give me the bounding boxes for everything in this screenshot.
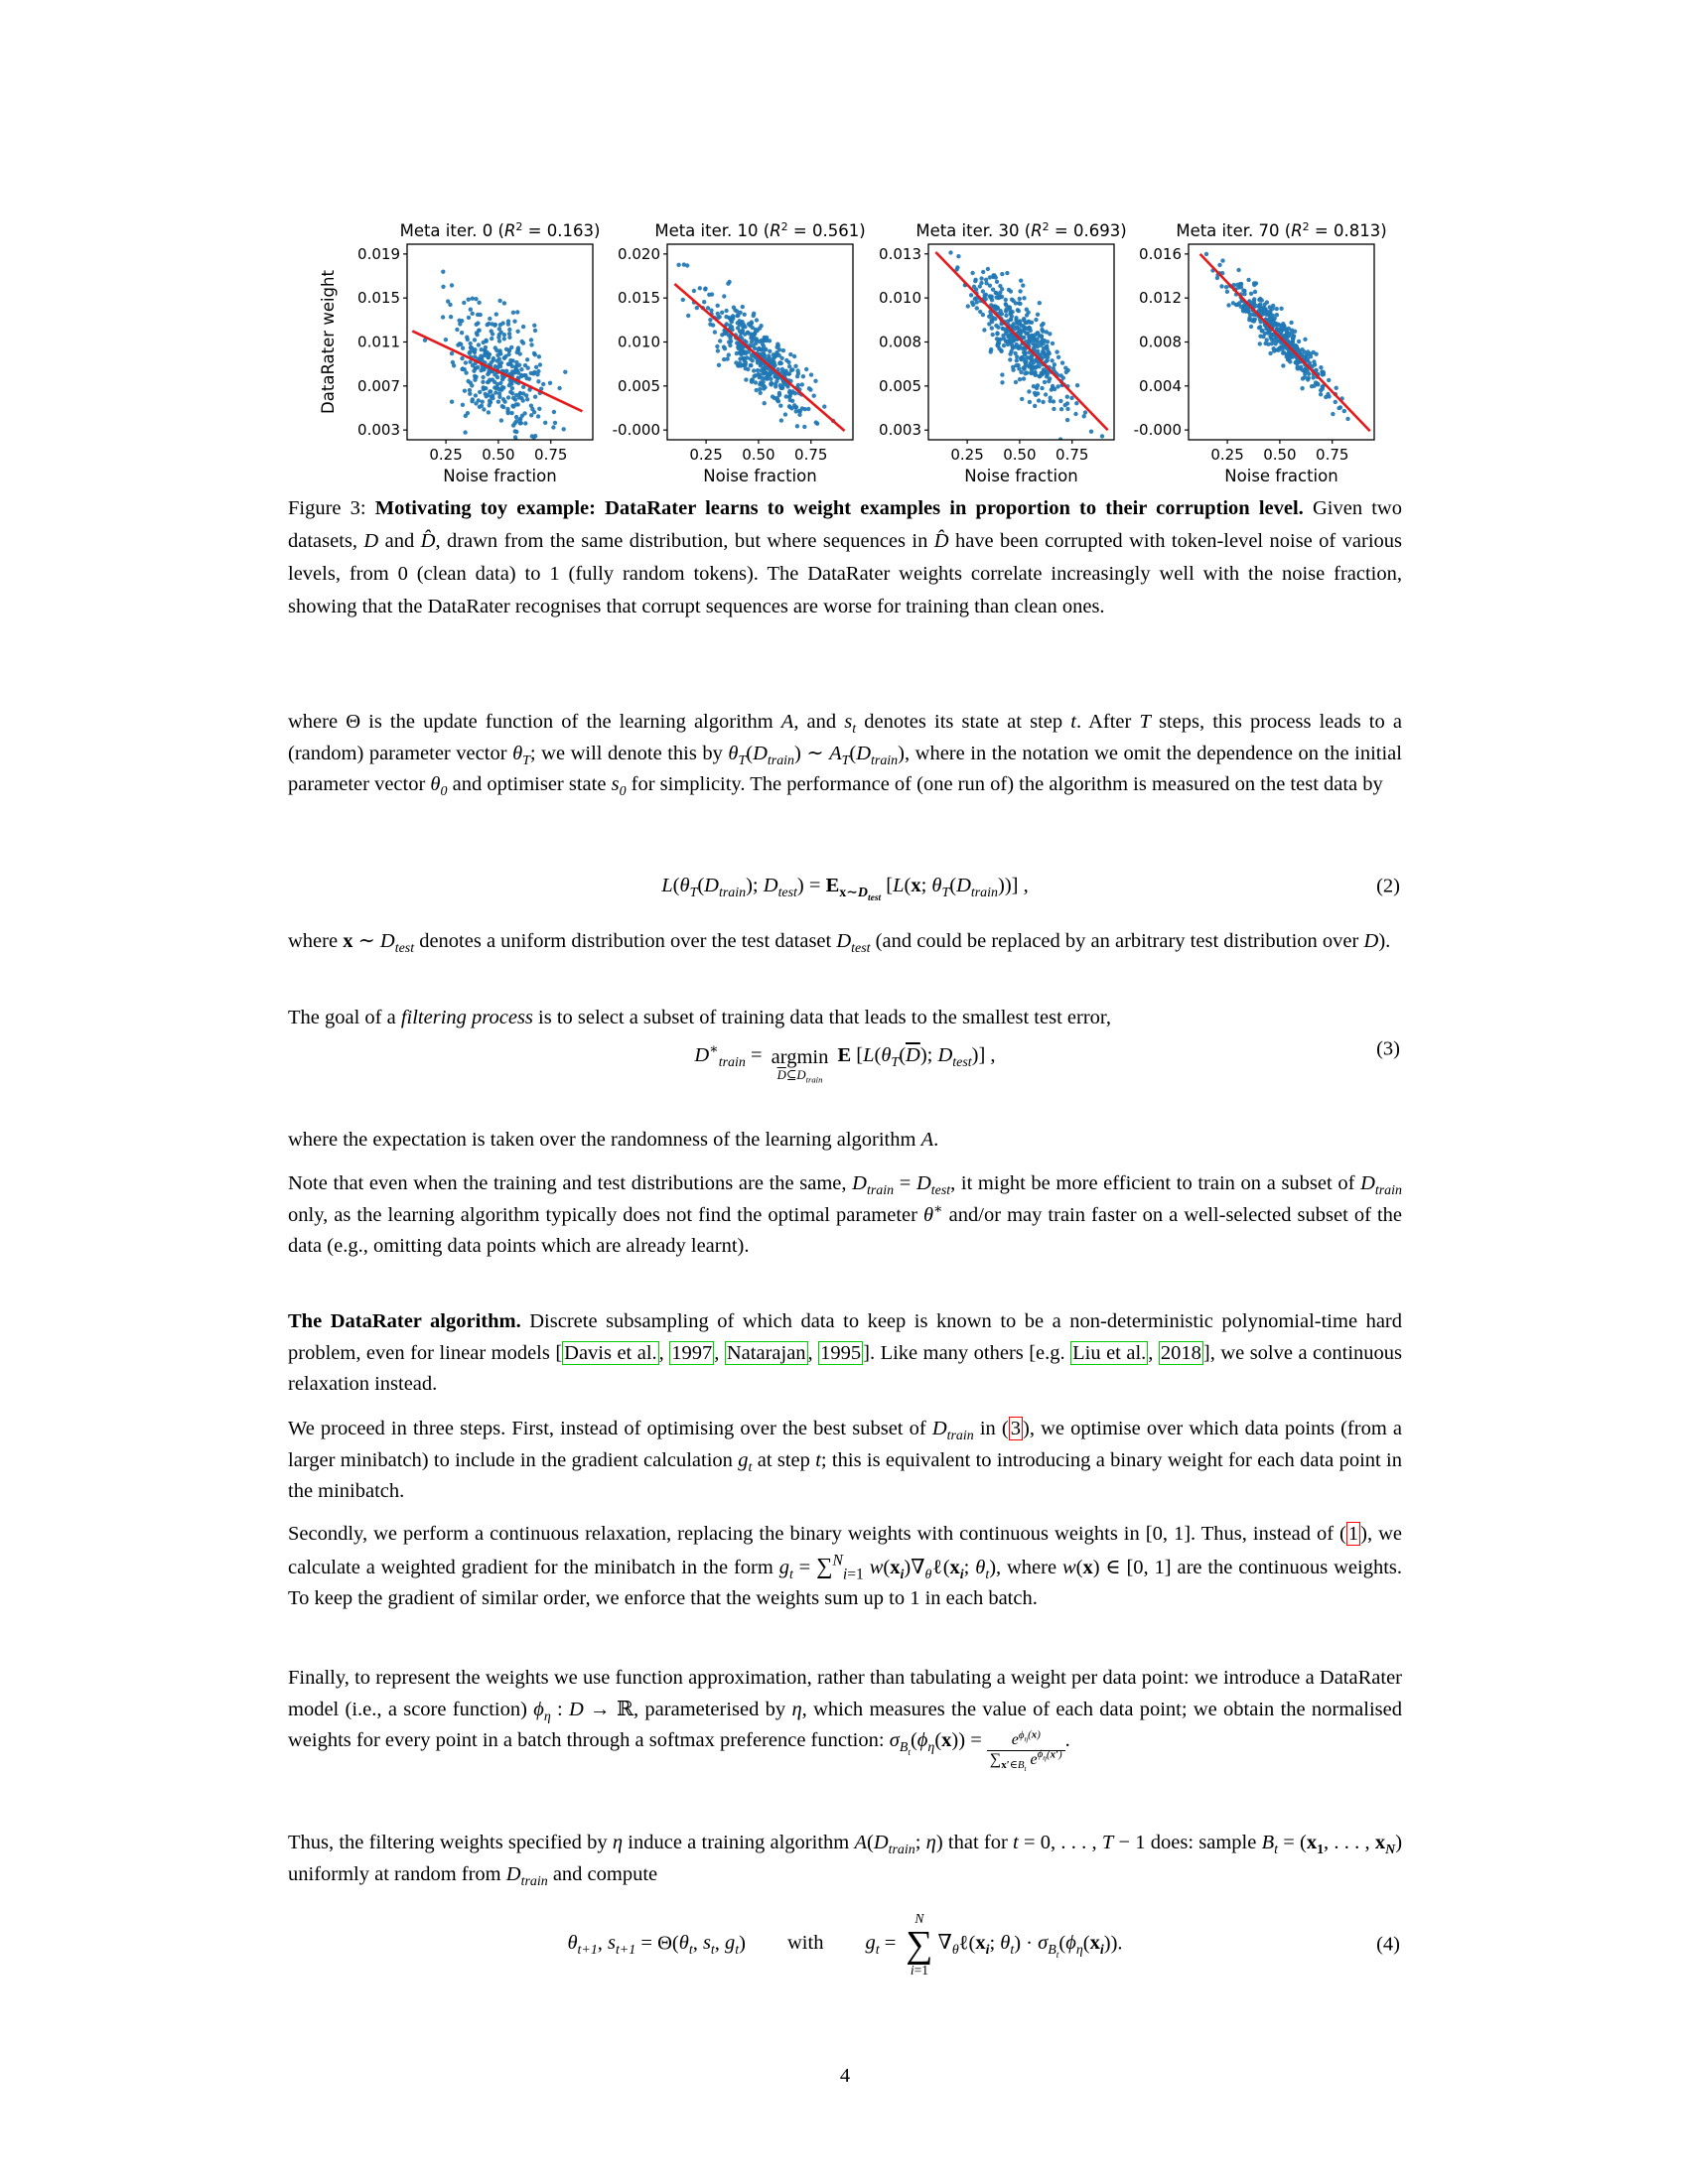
x-tick-label: 0.50 [1263, 446, 1297, 464]
y-tick-label: 0.007 [357, 376, 400, 395]
x-tick-label: 0.75 [534, 446, 568, 464]
citation-link[interactable]: Davis et al. [564, 1341, 657, 1364]
y-tick-label: 0.013 [879, 244, 921, 263]
y-tick-label: 0.011 [357, 333, 400, 351]
x-axis-label: Noise fraction [703, 467, 817, 485]
scatter-points-group [935, 250, 1107, 441]
y-tick-label: 0.003 [357, 421, 400, 440]
subplot-title: Meta iter. 10 $(R^2 = 0.561)$ [654, 220, 866, 240]
citation-link[interactable]: 1997 [671, 1341, 713, 1364]
x-tick-label: 0.75 [1316, 446, 1349, 464]
x-tick-label: 0.50 [1003, 446, 1037, 464]
x-axis-label: Noise fraction [964, 467, 1078, 485]
equation-2: $L(\theta_T(D_{train})$; $D_{test}) = E_{x\sim D_{test}}$ [L(x; $\theta_T(D_{train})$)] , (2) [661, 875, 1400, 903]
equation-3: $D^∗_{train}$ = argmin $\overline{D}⊆D_{train}$ E [$L(\theta_T(\overline{D})$; $D_{test}$)] , (3) [694, 1037, 1400, 1085]
figure3-scatter-plots [0, 0, 1688, 496]
x-tick-label: 0.50 [742, 446, 775, 464]
page-number: 4 [839, 2065, 851, 2087]
y-tick-label: 0.015 [618, 289, 660, 308]
scatter-points-group [674, 262, 844, 431]
x-tick-label: 0.75 [794, 446, 828, 464]
y-tick-label: -0.000 [612, 421, 660, 440]
y-tick-label: 0.010 [618, 333, 660, 351]
paragraph-induced-algorithm: Thus, the filtering weights specified by η induce a training algorithm $A(D_{train}$; η) that for t = 0, . . . , T − 1 does: sample $B_t = (x_1$, . . . , $x_N$) uniformly at random from $D_{train}$ and compute [288, 1832, 1403, 1889]
equation-number: (3) [1376, 1037, 1400, 1060]
big-operator-sum: N ∑ i=1 [906, 1911, 933, 1978]
y-axis-label: DataRater weight [319, 270, 338, 414]
paragraph-three-steps: We proceed in three steps. First, instead of optimising over the best subset of $D_{train}$ in (3), we optimise over which data points (from a larger minibatch) to include in the gradient calculation $g_t$ at step t; this is equivalent to introducing a binary weight for each data point in the minibatch. [288, 1418, 1402, 1502]
y-tick-label: 0.005 [618, 376, 660, 395]
x-tick-label: 0.25 [950, 446, 984, 464]
x-axis-label: Noise fraction [443, 467, 557, 485]
x-tick-label: 0.25 [429, 446, 463, 464]
y-tick-label: 0.019 [357, 244, 400, 263]
equation-4: $\theta_{t+1}$, $s_{t+1} = \Theta(\theta_t$, $s_t$, $g_t$) with $g_t$ = N ∑ i=1 $\nabla_\theta\ell(x_i$; $\theta_t) \cdot \sigma_{B_t}(\phi_\eta(x_i))$. (4) [567, 1911, 1400, 1978]
scatter-points-group [1200, 252, 1370, 432]
paragraph-uniform-distribution: where x ∼ $D_{test}$ denotes a uniform distribution over the test dataset $D_{test}$ (and could be replaced by an arbitrary test distribution over D). [288, 930, 1391, 957]
figure3-caption: Figure 3: Motivating toy example: DataRater learns to weight examples in proportion to their corruption level. Given two datasets, D and D̂, drawn from the same distribution, but where sequences in D̂ have been corrupted with token-level noise of various levels, from 0 (clean data) to 1 (fully random tokens). The DataRater weights correlate increasingly well with the noise fraction, showing that the DataRater recognises that corrupt sequences are worse for training than clean ones. [288, 497, 1402, 617]
paragraph-filtering-goal: The goal of a filtering process is to select a subset of training data that leads to the smallest test error, [288, 1007, 1112, 1028]
equation-ref-link[interactable]: 3 [1010, 1418, 1021, 1439]
subplot-title: Meta iter. 0 $(R^2 = 0.163)$ [399, 220, 601, 240]
y-tick-label: -0.000 [1133, 421, 1182, 440]
equation-ref-link[interactable]: 1 [1347, 1523, 1359, 1545]
y-tick-label: 0.005 [879, 376, 921, 395]
y-tick-label: 0.012 [1139, 289, 1182, 308]
x-tick-label: 0.25 [689, 446, 723, 464]
scatter-points-group [412, 270, 582, 443]
subplot-title: Meta iter. 70 $(R^2 = 0.813)$ [1176, 220, 1387, 240]
inline-fraction: $\frac{e^{\phi_\eta(x)}}{\sum_{x'\in B_t} e^{\phi_\eta(x')}}$ [987, 1731, 1065, 1769]
citation-link[interactable]: 2018 [1160, 1341, 1201, 1364]
y-tick-label: 0.004 [1139, 376, 1182, 395]
paragraph-note-subset: Note that even when the training and test distributions are the same, $D_{train} = D_{test}$, it might be more efficient to train on a subset of $D_{train}$ only, as the learning algorithm typically does not find the optimal parameter θ∗ and/or may train faster on a well-selected subset of the data (e.g., omitting data points which are already learnt). [288, 1172, 1402, 1257]
y-tick-label: 0.010 [879, 289, 921, 308]
x-tick-label: 0.50 [482, 446, 515, 464]
paragraph-function-approximation: Finally, to represent the weights we use function approximation, rather than tabulating a weight per data point: we introduce a DataRater model (i.e., a score function) $\phi_\eta$ : D → ℝ, parameterised by η, which measures the value of each data point; we obtain the normalised weights for every point in a batch through a softmax preference function: $\sigma_{B_t}(\phi_\eta(x))$ = $\frac{e^{\phi_\eta(x)}}{\sum_{x'\in B_t} e^{\phi_\eta(x')}}$ . [288, 1667, 1403, 1773]
y-tick-label: 0.016 [1139, 244, 1182, 263]
paragraph-expectation: where the expectation is taken over the randomness of the learning algorithm A. [288, 1129, 939, 1151]
citation-link[interactable]: Natarajan [726, 1341, 806, 1364]
y-tick-label: 0.020 [618, 244, 660, 263]
operator-with-underscript: argmin $\overline{D}⊆D_{train}$ [771, 1046, 829, 1085]
paragraph-datarater-algorithm: The DataRater algorithm. Discrete subsampling of which data to keep is known to be a non-deterministic polynomial-time hard problem, even for linear models [Davis et al., 1997, Natarajan, 1995]. Like many others [e.g. Liu et al., 2018], we solve a continuous relaxation instead. [288, 1310, 1402, 1395]
y-tick-label: 0.015 [357, 289, 400, 308]
citation-link[interactable]: 1995 [820, 1341, 862, 1364]
x-tick-label: 0.25 [1210, 446, 1244, 464]
y-tick-label: 0.003 [879, 421, 921, 440]
citation-link[interactable]: Liu et al. [1072, 1341, 1147, 1364]
subplot-title: Meta iter. 30 $(R^2 = 0.693)$ [915, 220, 1127, 240]
y-tick-label: 0.008 [1139, 333, 1182, 351]
paragraph-continuous-relaxation: Secondly, we perform a continuous relaxation, replacing the binary weights with continuous weights in [0, 1]. Thus, instead of (1), we calculate a weighted gradient for the minibatch in the form $g_t = \sum^N_{i=1}$ $w(x_i)\nabla_\theta\ell(x_i$; $\theta_t$), where w(x) ∈ [0, 1] are the continuous weights. To keep the gradient of similar order, we enforce that the weights sum up to 1 in each batch. [288, 1523, 1403, 1609]
paragraph-update-function: where Θ is the update function of the learning algorithm A, and $s_t$ denotes its state at step t. After T steps, this process leads to a (random) parameter vector $\theta_T$; we will denote this by $\theta_T(D_{train})$ ∼ $A_T(D_{train})$, where in the notation we omit the dependence on the initial parameter vector $\theta_0$ and optimiser state $s_0$ for simplicity. The performance of (one run of) the algorithm is measured on the test data by [288, 711, 1402, 800]
equation-number: (4) [1376, 1933, 1400, 1956]
equation-number: (2) [1376, 875, 1400, 897]
y-tick-label: 0.008 [879, 333, 921, 351]
x-tick-label: 0.75 [1055, 446, 1089, 464]
x-axis-label: Noise fraction [1224, 467, 1338, 485]
